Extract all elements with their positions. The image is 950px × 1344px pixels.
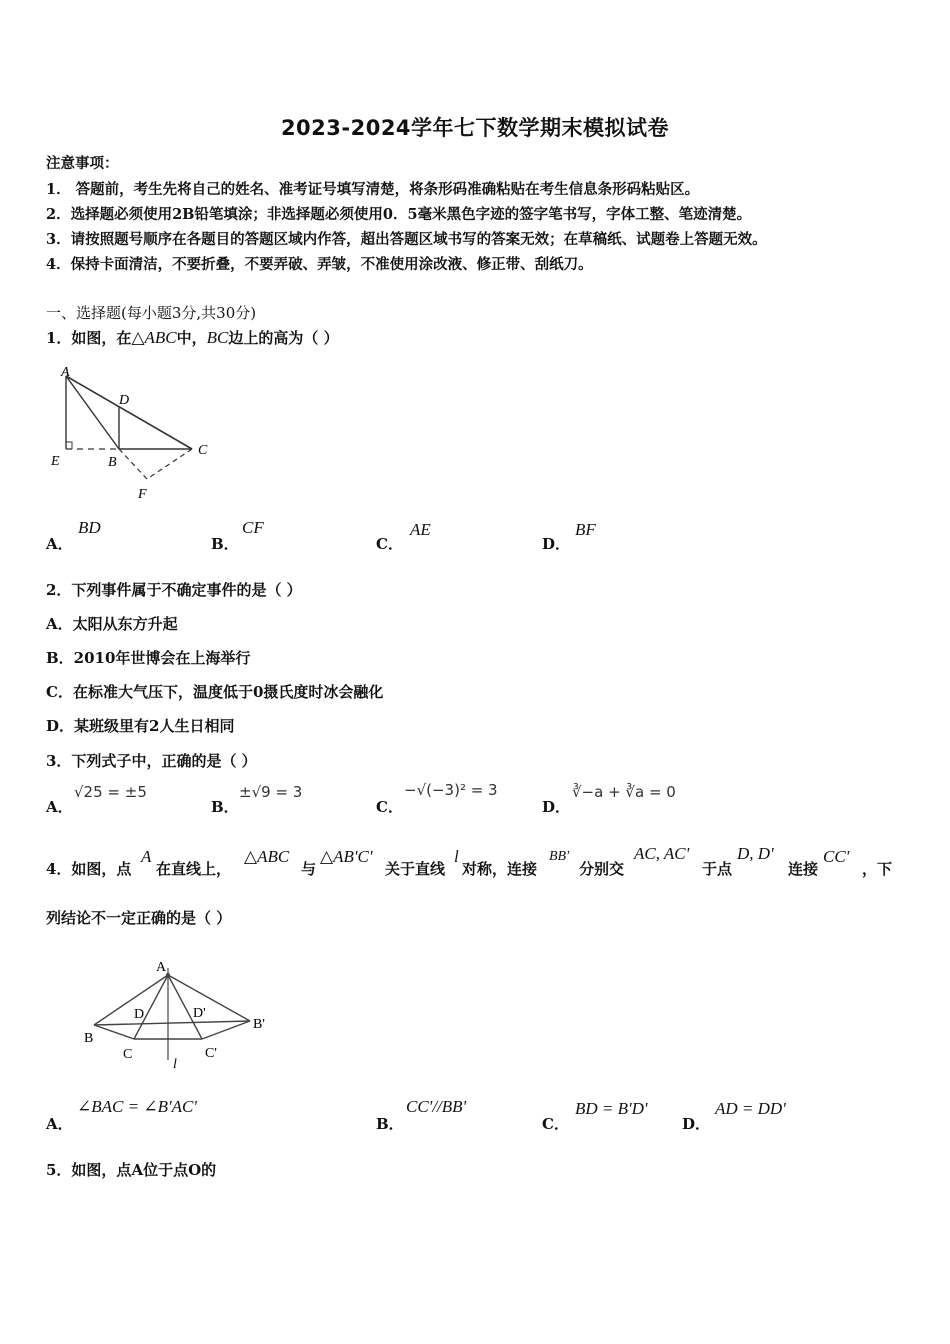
q4-label-c2: C' [205, 1046, 217, 1061]
q4-option-b-value: CC'//BB' [406, 1097, 467, 1116]
q2-option-b[interactable]: B．2010年世博会在上海举行 [46, 649, 251, 667]
q1-line-ab [66, 376, 119, 449]
q4-triangle-1: △ABC [244, 847, 290, 866]
q4-figure [80, 950, 280, 1075]
q3-option-c-label[interactable]: C． [376, 798, 403, 816]
q1-label-c: C [198, 443, 208, 458]
q4-label-l: l [173, 1057, 177, 1072]
q2-option-c[interactable]: C．在标准大气压下，温度低于0摄氏度时冰会融化 [46, 683, 384, 701]
q3-option-a-expr: √25 = ±5 [74, 783, 147, 801]
q1-option-a-label[interactable]: A． [46, 535, 73, 553]
q1-mid: 中， [176, 329, 207, 347]
q4-text-7: 于点 [702, 860, 733, 878]
q4-text-4: 关于直线 [385, 860, 446, 878]
q1-segment: BC [206, 328, 229, 347]
q1-line-ac [66, 376, 192, 449]
q1-option-b-label[interactable]: B． [211, 535, 239, 553]
notice-item-1: 1． 答题前，考生先将自己的姓名、准考证号填写清楚，将条形码准确粘贴在考生信息条形码粘贴区。 [46, 181, 700, 198]
q1-label-a: A [61, 365, 70, 380]
q1-label-d: D [119, 393, 130, 408]
q3-stem: 3．下列式子中，正确的是（ ） [46, 752, 257, 770]
q4-text-8: 连接 [788, 860, 819, 878]
q1-right-angle-e [66, 442, 72, 449]
q1-label-e: E [51, 454, 60, 469]
q3-option-b-label[interactable]: B． [211, 798, 239, 816]
q1-stem [46, 327, 339, 348]
q1-option-d-label[interactable]: D． [542, 535, 571, 553]
q4-label-d: D [134, 1007, 145, 1022]
q1-option-a-value: BD [78, 518, 101, 537]
q4-text-line2: 列结论不一定正确的是（ ） [46, 909, 232, 927]
q4-option-a-value: ∠BAC = ∠B'AC' [77, 1097, 197, 1116]
q4-text-3: 与 [301, 860, 317, 878]
q3-option-d-label[interactable]: D． [542, 798, 571, 816]
q4-label-b: B [84, 1031, 94, 1046]
q4-triangle-2: △AB'C' [320, 847, 373, 866]
q4-label-a: A [156, 960, 167, 975]
q4-line-bc [94, 1025, 134, 1039]
page-title: 2023-2024学年七下数学期末模拟试卷 [280, 116, 670, 140]
q4-line-ab [94, 975, 168, 1025]
notice-item-4: 4．保持卡面清洁，不要折叠，不要弄破、弄皱，不准使用涂改液、修正带、刮纸刀。 [46, 256, 593, 273]
q4-segment-bb: BB' [549, 849, 570, 864]
notice-item-3: 3．请按照题号顺序在各题目的答题区域内作答，超出答题区域书写的答案无效；在草稿纸、试题卷上答题无效。 [46, 231, 767, 248]
q1-label-f: F [138, 487, 147, 502]
q5-stem: 5．如图，点A位于点O的 [46, 1161, 217, 1179]
q4-option-c-value: BD = B'D' [575, 1099, 648, 1118]
q4-points-d: D, D' [737, 844, 774, 863]
q3-option-a-label[interactable]: A． [46, 798, 73, 816]
q4-option-d-value: AD = DD' [715, 1099, 786, 1118]
q3-option-c-expr: −√(−3)² = 3 [404, 781, 498, 799]
q4-segments-ac: AC, AC' [634, 844, 690, 863]
q1-label-b: B [108, 455, 117, 470]
q1-option-c-label[interactable]: C． [376, 535, 403, 553]
q1-option-c-value: AE [410, 520, 431, 539]
notice-item-2: 2．选择题必须使用2B铅笔填涂；非选择题必须使用0．5毫米黑色字迹的签字笔书写，字体工整、笔迹清楚。 [46, 206, 752, 223]
q3-option-b-expr: ±√9 = 3 [239, 783, 303, 801]
q1-figure [40, 362, 230, 507]
q1-option-b-value: CF [242, 518, 264, 537]
q4-text-9: ，下 [862, 860, 893, 878]
q4-label-d2: D' [193, 1006, 206, 1021]
q4-point-a: A [141, 847, 152, 866]
q1-option-d-value: BF [575, 520, 596, 539]
q4-line-c2b2 [202, 1021, 250, 1039]
q4-option-a-label[interactable]: A． [46, 1115, 73, 1133]
q1-triangle: △ABC [131, 328, 177, 347]
q4-option-c-label[interactable]: C． [542, 1115, 569, 1133]
q1-line-cf-dashed [147, 449, 192, 479]
q2-stem: 2．下列事件属于不确定事件的是（ ） [46, 581, 302, 599]
q2-option-a[interactable]: A．太阳从东方升起 [46, 615, 178, 633]
q4-text-1: 4．如图，点 [46, 860, 132, 878]
q1-line-bf-dashed [119, 449, 147, 479]
q4-line-bb2 [94, 1021, 250, 1025]
q4-line-l: l [454, 847, 459, 866]
q1-suffix: 边上的高为（ ） [228, 329, 339, 347]
section-heading: 一、选择题(每小题3分,共30分) [46, 304, 257, 322]
q4-option-b-label[interactable]: B． [376, 1115, 404, 1133]
q4-text-5: 对称，连接 [462, 860, 538, 878]
q4-text-2: 在直线上， [156, 860, 232, 878]
q2-option-d[interactable]: D．某班级里有2人生日相同 [46, 717, 235, 735]
q3-option-d-expr: ∛−a + ∛a = 0 [572, 783, 676, 801]
q4-segment-cc: CC' [823, 847, 850, 866]
q4-text-6: 分别交 [579, 860, 625, 878]
q4-point-a-dot [166, 973, 170, 977]
notice-heading: 注意事项： [46, 155, 119, 172]
q4-label-c: C [123, 1047, 133, 1062]
q4-label-b2: B' [253, 1017, 265, 1032]
q4-option-d-label[interactable]: D． [682, 1115, 711, 1133]
q1-prefix: 1．如图，在 [46, 329, 132, 347]
